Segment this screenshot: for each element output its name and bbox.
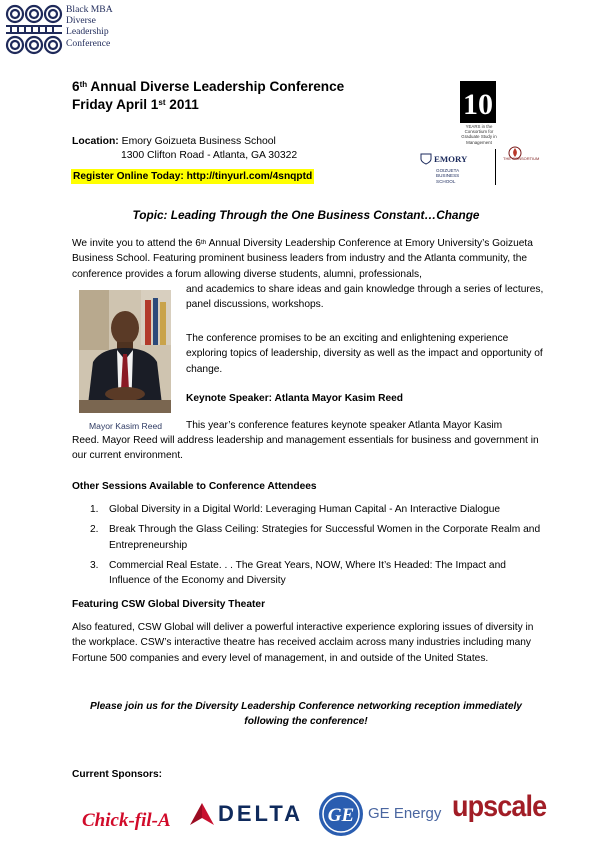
title-text: Annual Diverse Leadership Conference [87,79,345,94]
location-venue: Emory Goizueta Business School [121,136,276,147]
session-text: Commercial Real Estate. . . The Great Years, NOW, Where It’s Headed: The Impact and Influence of the Economy and Diversity [109,559,506,587]
title-line-1 [72,78,344,96]
photo-caption: Mayor Kasim Reed [89,421,163,431]
delta-widget-icon [190,803,214,825]
register-link[interactable]: Register Online Today: http://tinyurl.com/4snqptd [73,171,313,182]
delta-logo-text: DELTA [218,801,304,826]
date-text: Friday April 1 [72,97,159,112]
upscale-logo: upscale [452,790,547,823]
sessions-list [72,502,542,593]
years-number: 10 [463,88,493,121]
conference-title [72,78,344,114]
keynote-text: Reed. Mayor Reed will address leadership and management essentials for business and government in our current environment. [72,435,539,462]
session-item [72,558,542,589]
location-label: Location: [72,136,119,147]
conference-logo-icon [4,3,64,57]
intro-text: Annual Diversity Leadership Conference at Emory University’s Goizueta Business School. Featuring prominent business leaders from industry and the Atlanta community, the conference provides a forum allowing diverse students, alumni, professionals, [72,238,533,280]
session-text: Global Diversity in a Digital World: Leveraging Human Capital - An Interactive Dialogue [109,504,501,515]
edition-number: 6 [72,79,80,94]
ten-years-icon [460,81,496,123]
org-line: Leadership [66,26,109,38]
session-number: 2. [90,524,99,536]
keynote-heading: Keynote Speaker: Atlanta Mayor Kasim Reed [186,393,404,404]
sessions-heading: Other Sessions Available to Conference Attendees [72,481,317,492]
goizueta-logo-text: GOIZUETA BUSINESS SCHOOL [436,168,460,184]
sponsors-heading: Current Sponsors: [72,769,162,780]
location-block [72,135,297,163]
theater-paragraph: Also featured, CSW Global will deliver a powerful interactive experience exploring issues of diversity in the workplace. CSW’s interactive theatre has received acclaim across many industries including many Fortune 500 companies and every level of management, in and outside of the United States. [72,622,534,664]
emory-shield-icon [420,153,432,165]
org-name [66,4,113,49]
org-line: Diverse [66,15,96,27]
closing-invitation: Please join us for the Diversity Leadership Conference networking reception immediately following the conference! [90,701,522,728]
intro-paragraph [72,236,542,282]
theater-heading: Featuring CSW Global Diversity Theater [72,599,266,610]
session-item [72,502,542,517]
session-item [72,522,542,553]
ge-energy-logo-text: GE Energy [368,805,442,822]
ge-mark: GE [327,805,355,826]
mayor-photo [79,290,171,413]
date-year: 2011 [165,97,199,112]
logo-divider [495,149,496,185]
session-text: Break Through the Glass Ceiling: Strategies for Successful Women in the Corporate Realm and Entrepreneurship [109,524,541,551]
years-caption: YEARS in the Consortium for Graduate Study in Management [461,124,497,145]
title-date [72,96,344,114]
chickfila-logo: Chick-fil-A [82,810,171,831]
consortium-10-years-badge [460,81,496,123]
date-suffix: st [158,98,166,107]
session-number: 3. [90,559,99,571]
org-line: Conference [66,37,111,49]
edition-suffix: th [79,80,88,89]
ge-monogram-icon [318,791,364,837]
keynote-text-first-line: This year’s conference features keynote speaker Atlanta Mayor Kasim [186,420,503,431]
emory-logo-text: EMORY [434,154,468,164]
org-line: Black MBA [66,4,113,15]
intro-text: We invite you to attend the 6 [72,238,201,249]
mayor-photo-image [79,290,171,413]
topic-heading: Topic: Leading Through the One Business Constant…Change [132,208,480,222]
location-address: 1300 Clifton Road - Atlanta, GA 30322 [121,150,298,161]
intro-paragraph-continued: and academics to share ideas and gain knowledge through a series of lectures, panel discussions, workshops. [186,284,544,311]
consortium-logo-text: THE CONSORTIUM [503,156,540,161]
session-number: 1. [90,504,99,515]
location-line-1 [72,135,297,149]
promise-paragraph: The conference promises to be an exciting and enlightening experience exploring topics of leadership, diversity as well as the impact and opportunity of change. [186,333,543,375]
intro-sup: th [200,239,207,246]
